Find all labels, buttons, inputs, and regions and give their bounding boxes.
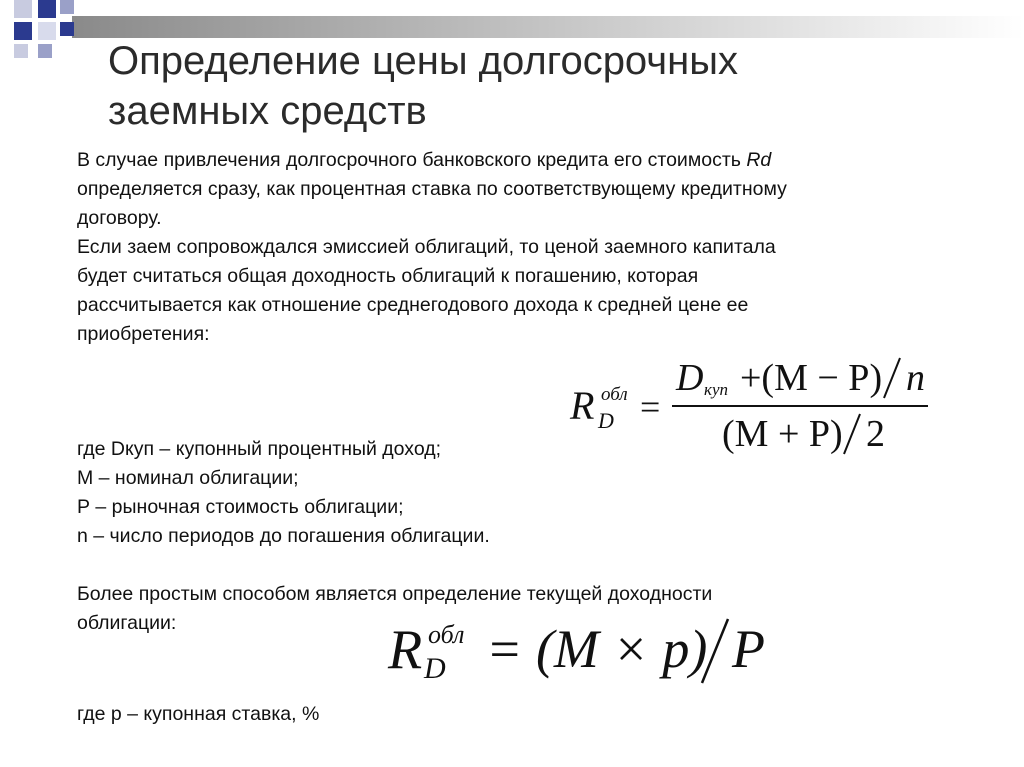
- text-line: облигации:: [77, 612, 177, 634]
- fraction-bar: [672, 405, 928, 407]
- deco-square: [14, 0, 32, 18]
- deco-square: [38, 0, 56, 18]
- definition-item: где Dкуп – купонный процентный доход;: [77, 438, 442, 460]
- text-line: где р – купонная ставка, %: [77, 703, 320, 725]
- page-title: [108, 36, 738, 136]
- formula-num-d: D: [676, 357, 704, 399]
- text-line: Если заем сопровождался эмиссией облигаций, то ценой заемного капитала: [77, 236, 776, 258]
- formula2-expr: = (M × p): [486, 619, 708, 679]
- formula-num-slash: [880, 356, 904, 400]
- formula2-slash: [698, 616, 732, 686]
- text-line: определяется сразу, как процентная ставка по соответствующему кредитному: [77, 178, 787, 200]
- text-line: рассчитывается как отношение среднегодового дохода к средней цене ее: [77, 294, 749, 316]
- title-line: Определение цены долгосрочных: [108, 39, 738, 83]
- formula-num-d-sub: куп: [704, 380, 728, 399]
- deco-square: [60, 0, 74, 14]
- deco-square: [14, 44, 28, 58]
- definitions-list: [77, 435, 977, 551]
- deco-square: [38, 44, 52, 58]
- formula-den: (M + P): [722, 413, 843, 455]
- deco-square: [38, 22, 56, 40]
- deco-square: [14, 22, 32, 40]
- paragraph-bonds: [77, 233, 977, 349]
- formula-lhs-sup: обл: [601, 384, 628, 405]
- deco-square: [60, 22, 74, 36]
- text-line: [77, 146, 977, 175]
- formula2-lhs-sup: обл: [428, 620, 465, 649]
- text-line: будет считаться общая доходность облигаций к погашению, которая: [77, 265, 699, 287]
- text-line: договору.: [77, 207, 162, 229]
- rd-symbol: Rd: [746, 149, 772, 171]
- definition-item: Р – рыночная стоимость облигации;: [77, 496, 404, 518]
- formula-num-rest: +(M − P): [740, 357, 883, 399]
- title-line: заемных средств: [108, 89, 427, 133]
- formula-equals: =: [640, 387, 661, 427]
- formula-lhs: R: [570, 383, 595, 428]
- formula-den-div: 2: [866, 413, 885, 455]
- note-coupon-rate: [77, 700, 977, 729]
- text-fragment: В случае привлечения долгосрочного банковского кредита его стоимость: [77, 149, 747, 171]
- definition-item: М – номинал облигации;: [77, 467, 299, 489]
- formula-lhs-sub: D: [598, 408, 614, 433]
- definition-item: n – число периодов до погашения облигации.: [77, 525, 490, 547]
- paragraph-bank-credit: [77, 146, 977, 233]
- text-line: приобретения:: [77, 323, 210, 345]
- formula-num-div: n: [906, 357, 925, 399]
- formula2-lhs-sub: D: [424, 652, 446, 685]
- formula2-lhs: R: [388, 619, 423, 681]
- text-line: Более простым способом является определение текущей доходности: [77, 583, 713, 605]
- formula2-div: P: [732, 619, 765, 679]
- header-bar: [72, 16, 1024, 38]
